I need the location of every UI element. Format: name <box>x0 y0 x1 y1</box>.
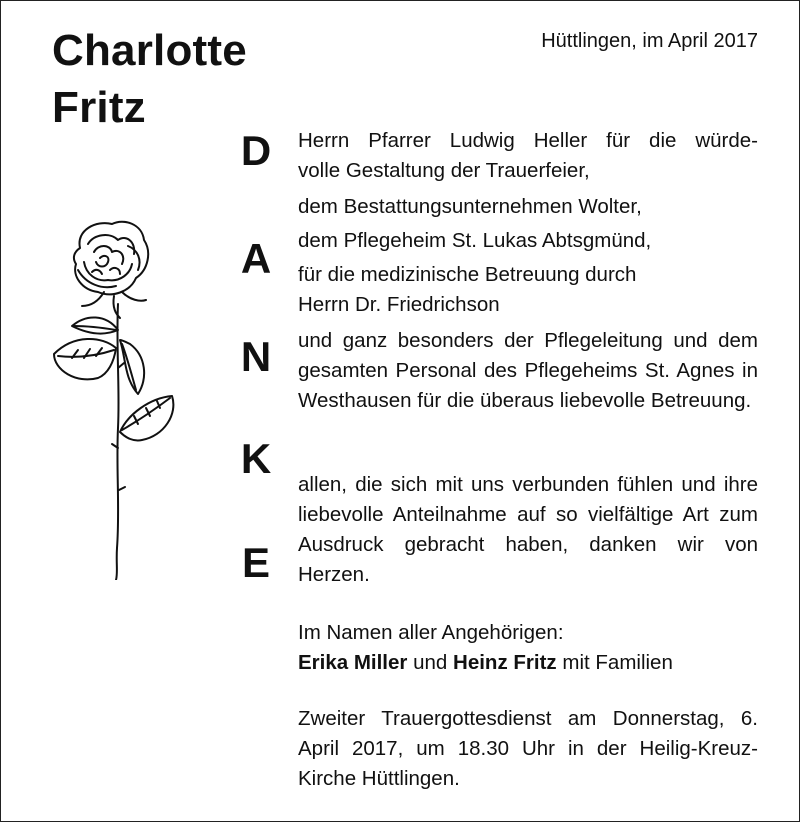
thanks-care-home: dem Pflegeheim St. Lukas Abtsgmünd, <box>298 229 652 252</box>
thanks-pastor-line: volle Gestaltung der Trauerfeier, <box>298 159 590 182</box>
signature-block <box>298 618 758 678</box>
thanks-doctor-line: Herrn Dr. Friedrichson <box>298 293 500 316</box>
thanks-undertaker: dem Bestattungsunternehmen Wolter, <box>298 195 642 218</box>
signature-intro: Im Namen aller Angehörigen: <box>298 621 564 644</box>
danke-letter-d: D <box>240 127 272 174</box>
danke-letter-k: K <box>240 435 272 482</box>
place-date: Hüttlingen, im April 2017 <box>541 30 758 52</box>
danke-letter-a: A <box>240 235 272 282</box>
signatory-erika: Erika Miller <box>298 651 408 674</box>
signature-connector: und <box>413 651 448 674</box>
thanks-doctor-line: für die medizinische Betreuung durch <box>298 263 637 286</box>
thanks-pastor <box>298 126 758 186</box>
thanks-everyone: allen, die sich mit uns verbunden fühlen und ihre liebevolle Anteilnahme auf so vielfältige Art zum Ausdruck gebracht haben, danken wir von Herzen. <box>298 473 758 586</box>
thanks-nursing-staff: und ganz besonders der Pflegeleitung und dem gesamten Personal des Pflegeheims St. Agnes in Westhausen für die überaus liebevolle Betreuung. <box>298 329 758 412</box>
thanks-pastor-line: Herrn Pfarrer Ludwig Heller für die würde- <box>298 129 758 152</box>
danke-letter-n: N <box>240 333 272 380</box>
rose-icon <box>50 218 180 580</box>
thanks-doctor <box>298 260 758 320</box>
signatory-heinz: Heinz Fritz <box>453 651 557 674</box>
service-note: Zweiter Trauergottesdienst am Donnerstag, 6. April 2017, um 18.30 Uhr in der Heilig-Kreuz-Kirche Hüttlingen. <box>298 707 758 790</box>
signature-suffix: mit Familien <box>562 651 673 674</box>
signature-names <box>298 648 758 678</box>
deceased-first-name: Charlotte <box>52 26 247 75</box>
danke-letter-e: E <box>241 539 270 586</box>
deceased-last-name: Fritz <box>52 83 146 132</box>
